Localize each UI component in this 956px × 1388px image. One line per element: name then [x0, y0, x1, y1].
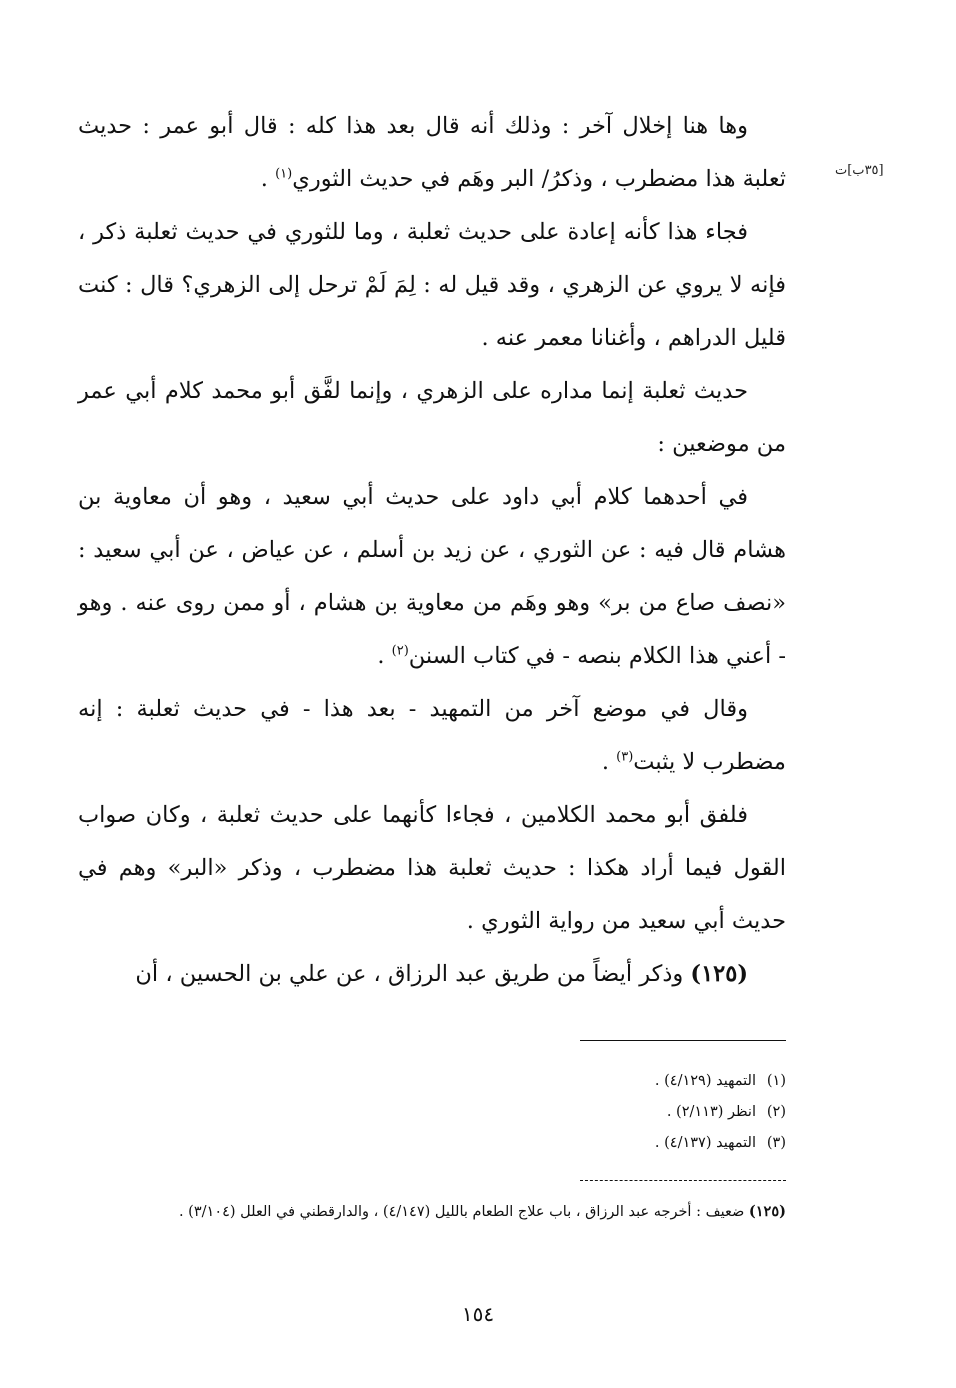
footnote-ref-3: (٣) — [616, 749, 634, 765]
page-number: ١٥٤ — [461, 1302, 495, 1326]
hadith-footnote-separator — [580, 1180, 786, 1181]
footnote-2: (٢)انظر (٢/١١٣) . — [666, 1104, 786, 1120]
hadith-entry: (١٢٥) وذكر أيضاً من طريق عبد الرزاق ، عن علي بن الحسين ، أن — [135, 961, 748, 987]
footnote-ref-1: (١) — [275, 166, 293, 182]
hadith-footnote: (١٢٥) ضعيف : أخرجه عبد الرزاق ، باب علاج الطعام بالليل (٤/١٤٧) ، والدارقطني في العلل (٣/١٠٤) . — [178, 1203, 786, 1220]
paragraph-4: في أحدهما كلام أبي داود على حديث أبي سعيد ، وهو أن معاوية بن هشام قال فيه : عن الثوري ، عن زيد بن أسلم ، عن عياض ، عن أبي سعيد : «نصف صاع من بر» وهو وهَم من معاوية بن هشام ، أو ممن روى عنه . وهو - أعني هذا الكلام بنصه - في كتاب السنن$^{(٢)}$ . — [78, 484, 786, 669]
paragraph-3: حديث ثعلبة إنما مداره على الزهري ، وإنما لفَّق أبو محمد كلام أبي عمر من موضعين : — [78, 378, 786, 457]
footnote-ref-2: (٢) — [391, 643, 409, 659]
hadith-number: (١٢٥) — [690, 961, 748, 987]
footnote-1: (١)التمهيد (٤/١٢٩) . — [654, 1073, 786, 1089]
paragraph-2: فجاء هذا كأنه إعادة على حديث ثعلبة ، وما للثوري في حديث ثعلبة ذكر ، فإنه لا يروي عن الزهري ، وقد قيل له : لِمَ لَمْ ترحل إلى الزهري؟ قال : كنت قليل الدراهم ، وأغنانا معمر عنه . — [78, 219, 786, 351]
paragraph-6: فلفق أبو محمد الكلامين ، فجاءا كأنهما على حديث ثعلبة ، وكان صواب القول فيما أراد هكذا : حديث ثعلبة هذا مضطرب ، وذكر «البر» وهم في حديث أبي سعيد من رواية الثوري . — [78, 802, 786, 934]
footnotes — [78, 1066, 786, 1159]
main-text — [78, 100, 786, 1001]
footnote-3: (٣)التمهيد (٤/١٣٧) . — [654, 1135, 786, 1151]
footnote-separator — [580, 1040, 786, 1041]
paragraph-1: وها هنا إخلال آخر : وذلك أنه قال بعد هذا كله : قال أبو عمر : حديث ثعلبة هذا مضطرب ، وذكرُ/ البر وهَم في حديث الثوري$^{(١)}$ . — [78, 113, 786, 192]
paragraph-5: وقال في موضع آخر من التمهيد - بعد هذا - في حديث ثعلبة : إنه مضطرب لا يثبت$^{(٣)}$ . — [78, 696, 786, 775]
manuscript-folio-marker: [٣٥ب]ت — [835, 163, 884, 178]
